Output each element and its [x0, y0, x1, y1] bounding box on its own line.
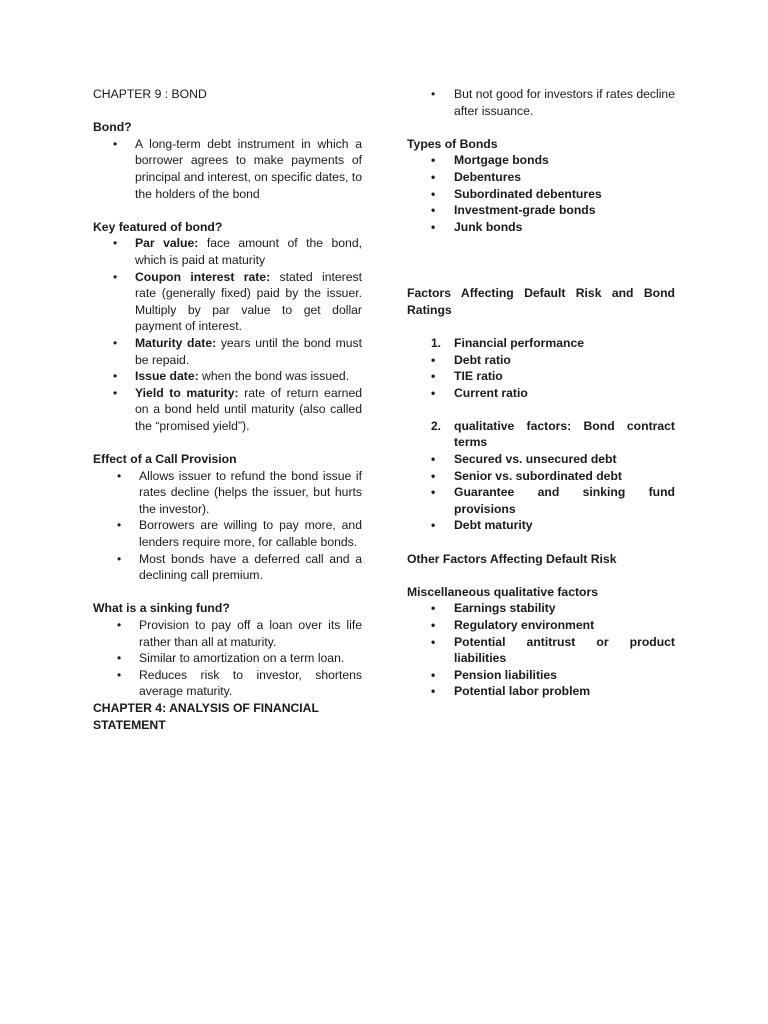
- bullet-icon: •: [431, 203, 436, 218]
- bullet-icon: •: [431, 352, 436, 367]
- bullet-icon: •: [431, 634, 436, 649]
- bond-definition-list: [93, 136, 362, 202]
- bullet-icon: •: [113, 335, 118, 350]
- bullet-icon: •: [117, 651, 122, 666]
- numbered-item: 2. qualitative factors: Bond contract terms: [431, 418, 675, 450]
- bullet-icon: •: [113, 136, 118, 151]
- sinking-fund-heading: What is a sinking fund?: [93, 601, 230, 616]
- bullet-icon: •: [431, 667, 436, 682]
- misc-factors-subheading: Miscellaneous qualitative factors: [407, 584, 599, 599]
- list-number: 2.: [431, 418, 442, 433]
- list-item: • Issue date: when the bond was issued.: [113, 369, 350, 384]
- key-features-list: [93, 235, 362, 434]
- list-item: • Debentures: [431, 169, 522, 184]
- bullet-icon: •: [113, 369, 118, 384]
- bullet-icon: •: [431, 169, 436, 184]
- types-of-bonds-list: [407, 152, 675, 235]
- list-item: • Potential antitrust or product liabilities: [431, 634, 675, 666]
- list-item: • Borrowers are willing to pay more, and lenders require more, for callable bonds.: [117, 518, 362, 550]
- bullet-icon: •: [431, 468, 436, 483]
- types-of-bonds-heading: Types of Bonds: [407, 136, 498, 151]
- bullet-icon: •: [117, 468, 122, 483]
- list-item: • Mortgage bonds: [431, 153, 549, 168]
- sinking-fund-list: [93, 617, 362, 700]
- bullet-icon: •: [431, 186, 436, 201]
- left-column: [93, 86, 362, 733]
- bond-contract-terms-list: [407, 451, 675, 534]
- key-features-heading: Key featured of bond?: [93, 219, 223, 234]
- list-item: • Yield to maturity: rate of return earned on a bond held until maturity (also called the “promised yield”).: [113, 385, 362, 433]
- financial-ratios-list: [407, 352, 675, 402]
- list-item: • Debt ratio: [431, 352, 511, 367]
- bullet-icon: •: [431, 684, 436, 699]
- bullet-icon: •: [117, 667, 122, 682]
- list-item: • Junk bonds: [431, 219, 523, 234]
- call-provision-continued-list: [407, 86, 675, 119]
- financial-performance-list: [407, 335, 675, 352]
- other-factors-heading: Other Factors Affecting Default Risk: [407, 551, 617, 566]
- chapter-4-title: CHAPTER 4: ANALYSIS OF FINANCIAL STATEMENT: [93, 700, 319, 732]
- bullet-icon: •: [431, 87, 436, 101]
- list-item: • Current ratio: [431, 385, 528, 400]
- list-item: • Reduces risk to investor, shortens average maturity.: [117, 667, 362, 699]
- bullet-icon: •: [431, 452, 436, 467]
- bullet-icon: •: [113, 385, 118, 400]
- call-provision-heading: Effect of a Call Provision: [93, 452, 237, 467]
- list-item: • Earnings stability: [431, 601, 556, 616]
- bullet-icon: •: [113, 236, 118, 251]
- list-item: • Subordinated debentures: [431, 186, 602, 201]
- list-item: • Most bonds have a deferred call and a declining call premium.: [117, 551, 362, 583]
- bullet-icon: •: [117, 518, 122, 533]
- list-item: • Pension liabilities: [431, 667, 557, 682]
- list-item: • Senior vs. subordinated debt: [431, 468, 622, 483]
- bullet-icon: •: [117, 618, 122, 632]
- list-item: • Guarantee and sinking fund provisions: [431, 485, 675, 516]
- call-provision-list: [93, 468, 362, 584]
- bullet-icon: •: [431, 385, 436, 400]
- numbered-item: 1. Financial performance: [431, 335, 585, 350]
- bond-heading: Bond?: [93, 120, 132, 135]
- list-item: • Coupon interest rate: stated interest rate (generally fixed) paid by the issuer. Multiply by par value to get dollar payment of interest.: [113, 269, 362, 334]
- list-item: • Investment-grade bonds: [431, 203, 596, 218]
- misc-factors-list: [407, 600, 675, 700]
- list-item: • TIE ratio: [431, 369, 503, 384]
- chapter-9-title: CHAPTER 9 : BOND: [93, 87, 207, 101]
- list-item: • Par value: face amount of the bond, which is paid at maturity: [113, 236, 362, 267]
- bullet-icon: •: [431, 601, 436, 616]
- bullet-icon: •: [431, 153, 436, 168]
- list-item: • Regulatory environment: [431, 618, 595, 633]
- bullet-icon: •: [431, 485, 436, 500]
- list-item: • Maturity date: years until the bond must be repaid.: [113, 335, 363, 367]
- bullet-icon: •: [431, 618, 436, 633]
- bullet-icon: •: [431, 369, 436, 384]
- bullet-icon: •: [431, 219, 436, 234]
- bullet-icon: •: [431, 518, 436, 533]
- right-column: [407, 86, 675, 700]
- list-item: • Debt maturity: [431, 518, 533, 533]
- list-item: • Allows issuer to refund the bond issue if rates decline (helps the issuer, but hurts the investor).: [117, 468, 362, 516]
- list-item: • Secured vs. unsecured debt: [431, 452, 617, 467]
- list-item: • Potential labor problem: [431, 684, 591, 699]
- bullet-icon: •: [117, 551, 122, 566]
- list-item: • Similar to amortization on a term loan.: [117, 651, 345, 666]
- qualitative-factors-list: [407, 418, 675, 451]
- list-item: • A long-term debt instrument in which a borrower agrees to make payments of principal and interest, on specific dates, to the holders of the bond: [113, 136, 362, 201]
- list-item: • But not good for investors if rates decline after issuance.: [431, 87, 675, 118]
- bullet-icon: •: [113, 269, 118, 284]
- list-item: • Provision to pay off a loan over its life rather than all at maturity.: [117, 618, 362, 649]
- list-number: 1.: [431, 335, 442, 350]
- default-risk-factors-heading: Factors Affecting Default Risk and Bond Ratings: [407, 286, 675, 317]
